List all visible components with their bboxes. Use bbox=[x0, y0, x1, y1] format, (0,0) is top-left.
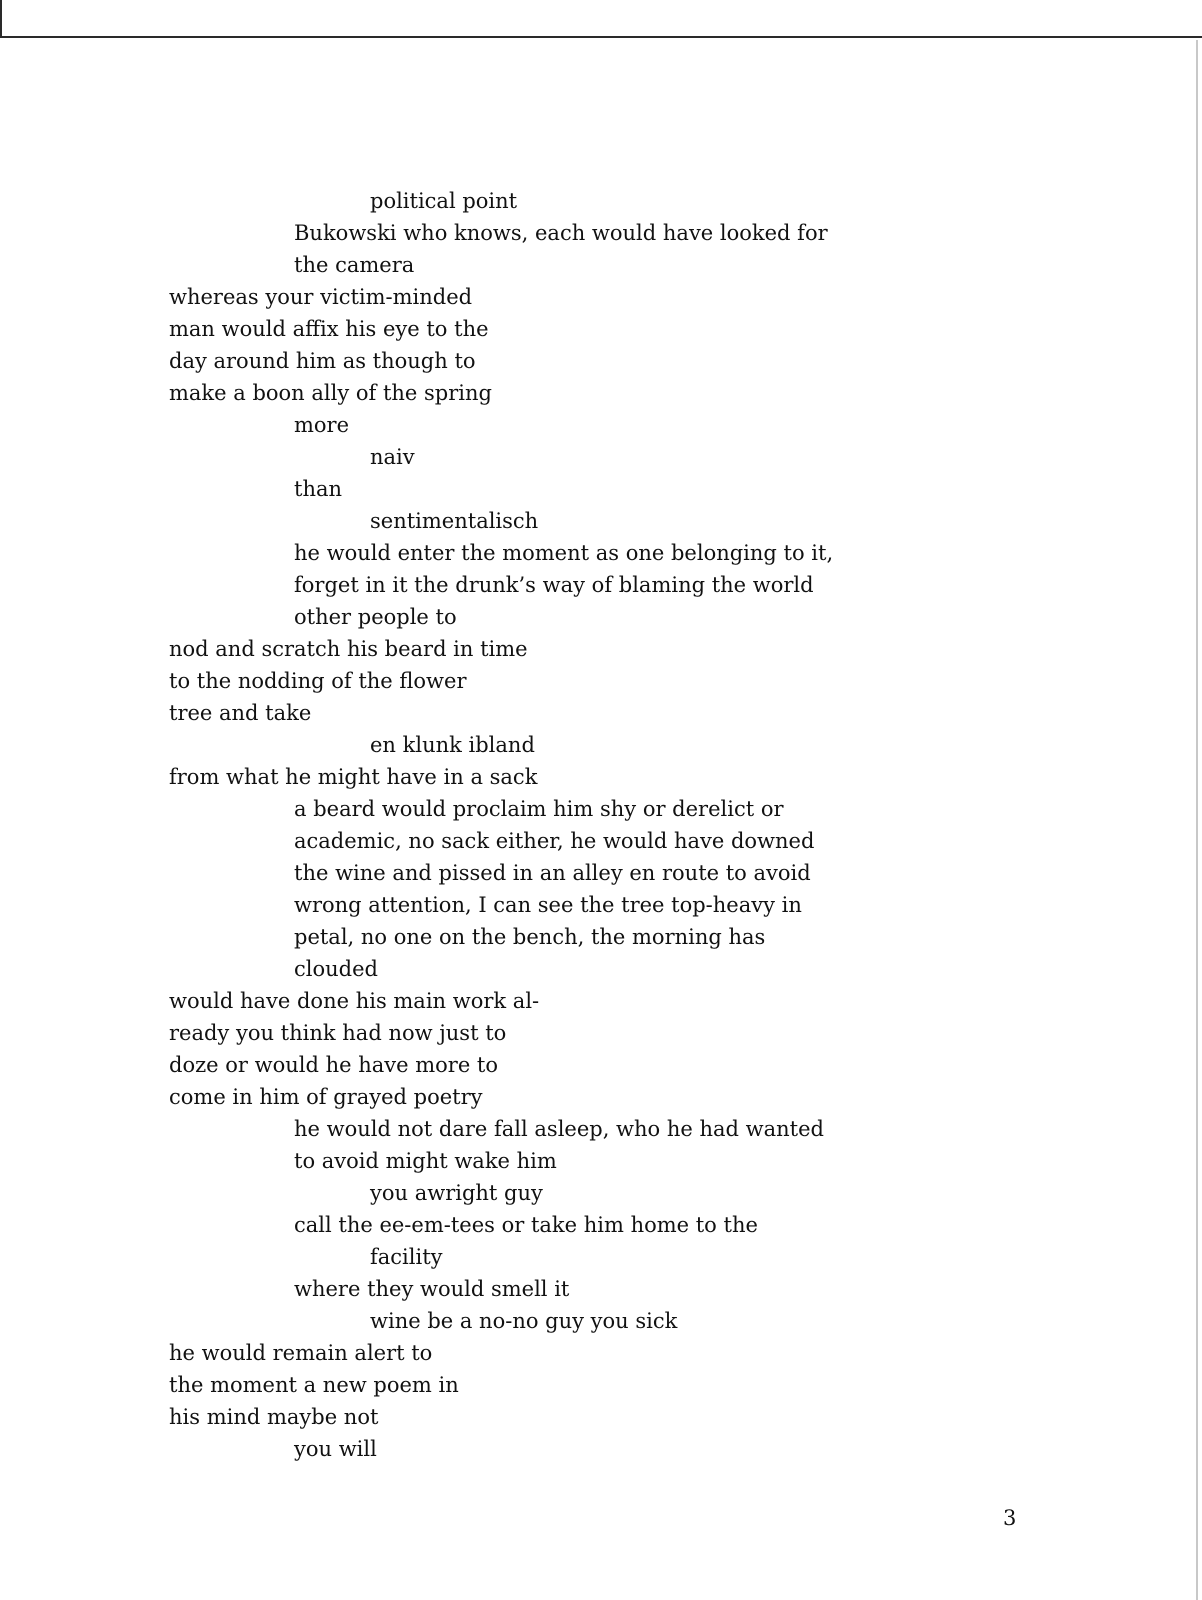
poem-line: other people to bbox=[294, 605, 457, 629]
poem-line: he would remain alert to bbox=[169, 1341, 433, 1365]
poem-line: whereas your victim-minded bbox=[169, 285, 473, 309]
poem-line: to the nodding of the flower bbox=[169, 669, 467, 693]
scan-border-top bbox=[0, 36, 1202, 38]
poem-line: academic, no sack either, he would have downed bbox=[294, 829, 815, 853]
poem-line: tree and take bbox=[169, 701, 312, 725]
poem-line: nod and scratch his beard in time bbox=[169, 637, 528, 661]
poem-line: the camera bbox=[294, 253, 415, 277]
poem-line: day around him as though to bbox=[169, 349, 476, 373]
poem-line: doze or would he have more to bbox=[169, 1053, 499, 1077]
poem-line: a beard would proclaim him shy or derelict or bbox=[294, 797, 784, 821]
page-number: 3 bbox=[1003, 1506, 1017, 1530]
poem-line: come in him of grayed poetry bbox=[169, 1085, 483, 1109]
poem-line: wine be a no-no guy you sick bbox=[370, 1309, 678, 1333]
poem-line: petal, no one on the bench, the morning has bbox=[294, 925, 766, 949]
poem-line: en klunk ibland bbox=[370, 733, 535, 757]
poem-line: more bbox=[294, 413, 350, 437]
poem-line: clouded bbox=[294, 957, 378, 981]
poem-line: from what he might have in a sack bbox=[169, 765, 538, 789]
poem-line: sentimentalisch bbox=[370, 509, 539, 533]
poem-line: call the ee-em-tees or take him home to the bbox=[294, 1213, 758, 1237]
poem-line: ready you think had now just to bbox=[169, 1021, 507, 1045]
poem-line: he would not dare fall asleep, who he had wanted bbox=[294, 1117, 824, 1141]
scan-border-left bbox=[0, 0, 2, 38]
poem-line: than bbox=[294, 477, 343, 501]
poem-line: Bukowski who knows, each would have looked for bbox=[294, 221, 828, 245]
poem-line: where they would smell it bbox=[294, 1277, 570, 1301]
poem-line: political point bbox=[370, 189, 518, 213]
poem-line: forget in it the drunk’s way of blaming the world bbox=[294, 573, 814, 597]
scan-border-right bbox=[1196, 40, 1198, 1600]
poem-line: to avoid might wake him bbox=[294, 1149, 557, 1173]
poem-line: wrong attention, I can see the tree top-heavy in bbox=[294, 893, 802, 917]
poem-line: the moment a new poem in bbox=[169, 1373, 459, 1397]
poem-line: make a boon ally of the spring bbox=[169, 381, 492, 405]
poem-line: his mind maybe not bbox=[169, 1405, 379, 1429]
poem-line: you awright guy bbox=[370, 1181, 543, 1205]
poem-line: he would enter the moment as one belonging to it, bbox=[294, 541, 834, 565]
poem-line: you will bbox=[294, 1437, 377, 1461]
poem-line: facility bbox=[370, 1245, 443, 1269]
poem-line: naiv bbox=[370, 445, 415, 469]
poem-line: man would affix his eye to the bbox=[169, 317, 489, 341]
poem-line: would have done his main work al- bbox=[169, 989, 540, 1013]
poem-line: the wine and pissed in an alley en route to avoid bbox=[294, 861, 811, 885]
